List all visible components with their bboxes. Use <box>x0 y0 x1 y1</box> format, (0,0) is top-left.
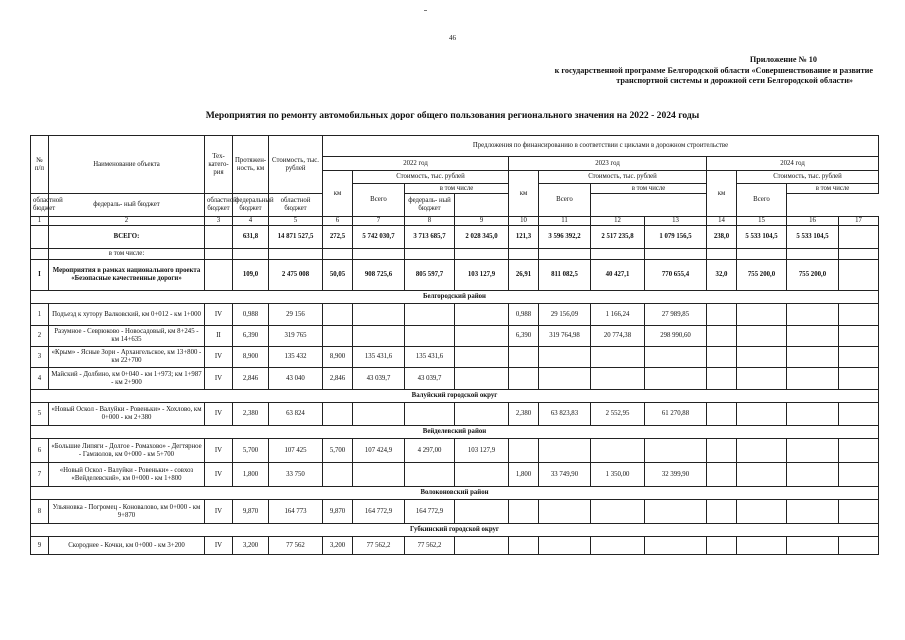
table-cell: 0,988 <box>509 304 539 326</box>
table-cell: 121,3 <box>509 226 539 249</box>
appendix-line-2: к государственной программе Белгородской области «Совершенствование и развитие <box>554 65 873 75</box>
table-cell: 109,0 <box>233 260 269 291</box>
table-cell: 32 399,90 <box>645 463 707 487</box>
table-cell <box>839 304 879 326</box>
table-row <box>31 326 879 347</box>
header-regional-2024: областной бюджет <box>269 194 323 217</box>
table-cell <box>645 537 707 555</box>
table-cell <box>737 326 787 347</box>
section-header-row <box>31 487 879 500</box>
table-cell <box>787 403 839 426</box>
table-cell: 238,0 <box>707 226 737 249</box>
table-cell <box>707 403 737 426</box>
table-cell: 77 562,2 <box>405 537 455 555</box>
table-cell: 5,700 <box>323 439 353 463</box>
header-regional-2022: областной бюджет <box>31 194 49 217</box>
table-cell <box>539 368 591 390</box>
table-cell <box>591 347 645 368</box>
table-cell: 908 725,6 <box>353 260 405 291</box>
object-name: Разумное - Севрюково - Новосадовый, км 8+245 - км 14+635 <box>49 326 205 347</box>
table-cell <box>707 537 737 555</box>
table-cell: 631,8 <box>233 226 269 249</box>
table-cell <box>509 500 539 524</box>
object-name: «Новый Оскол - Валуйки - Ровеньки» - Хохлово, км 0+000 - км 2+380 <box>49 403 205 426</box>
table-cell: 43 040 <box>269 368 323 390</box>
table-cell <box>353 326 405 347</box>
blank-cell <box>787 249 839 260</box>
row-number <box>31 226 49 249</box>
table-cell: 2,846 <box>323 368 353 390</box>
table-cell <box>839 326 879 347</box>
appendix-line-1: Приложение № 10 <box>749 55 817 64</box>
header-cost-2023: Стоимость, тыс. рублей <box>539 171 707 184</box>
table-cell: 3,200 <box>323 537 353 555</box>
table-cell: 103 127,9 <box>455 260 509 291</box>
object-name: «Новый Оскол - Валуйки - Ровеньки» - совхоз «Вейделевский», км 0+000 - км 1+800 <box>49 463 205 487</box>
table-cell <box>645 439 707 463</box>
table-row <box>31 403 879 426</box>
header-federal-2022: федераль- ный бюджет <box>49 194 205 217</box>
blank-cell <box>269 249 323 260</box>
table-cell: 8,900 <box>233 347 269 368</box>
object-name: Подъезд к хутору Валковский, км 0+012 - км 1+000 <box>49 304 205 326</box>
column-number: 11 <box>539 217 591 226</box>
column-number: 4 <box>233 217 269 226</box>
table-cell <box>353 304 405 326</box>
object-name: ВСЕГО: <box>49 226 205 249</box>
table-cell <box>455 304 509 326</box>
section-title: Валуйский городской округ <box>31 390 879 403</box>
table-cell: 63 823,83 <box>539 403 591 426</box>
table-cell <box>707 439 737 463</box>
table-cell <box>839 439 879 463</box>
appendix-line-3: транспортной системы и дорожной сети Белгородской области» <box>616 76 853 85</box>
table-cell <box>737 537 787 555</box>
table-cell <box>707 463 737 487</box>
table-cell: 755 200,0 <box>737 260 787 291</box>
blank-cell <box>205 249 233 260</box>
object-name: Мероприятия в рамках национального проекта «Безопасные качественные дороги» <box>49 260 205 291</box>
table-cell: 27 989,85 <box>645 304 707 326</box>
table-cell: 77 562,2 <box>353 537 405 555</box>
table-cell: 811 082,5 <box>539 260 591 291</box>
table-cell <box>591 537 645 555</box>
table-cell: 9,870 <box>323 500 353 524</box>
header-cost-2022: Стоимость, тыс. рублей <box>353 171 509 184</box>
table-cell <box>455 347 509 368</box>
row-number: 2 <box>31 326 49 347</box>
table-cell: IV <box>205 403 233 426</box>
header-regional-2023: областной бюджет <box>205 194 233 217</box>
blank-cell <box>645 249 707 260</box>
column-number: 15 <box>737 217 787 226</box>
row-number: 1 <box>31 304 49 326</box>
table-cell <box>405 326 455 347</box>
table-row <box>31 439 879 463</box>
table-cell: 5,700 <box>233 439 269 463</box>
table-cell: II <box>205 326 233 347</box>
table-cell: 135 431,6 <box>353 347 405 368</box>
table-cell: 1,800 <box>509 463 539 487</box>
table-cell: 2,380 <box>233 403 269 426</box>
table-cell: 5 742 030,7 <box>353 226 405 249</box>
table-cell <box>455 500 509 524</box>
table-cell <box>737 304 787 326</box>
section-title: Губкинский городской округ <box>31 524 879 537</box>
header-km-2023: км <box>509 171 539 217</box>
table-cell <box>839 403 879 426</box>
blank-cell <box>539 249 591 260</box>
table-cell <box>839 368 879 390</box>
header-incl-2024: в том числе <box>787 184 879 194</box>
table-row <box>31 463 879 487</box>
header-km-2022: км <box>323 171 353 217</box>
header-federal-2023: федеральный бюджет <box>233 194 269 217</box>
table-cell <box>405 463 455 487</box>
table-cell: 2,846 <box>233 368 269 390</box>
table-cell <box>839 347 879 368</box>
table-cell: 1 079 156,5 <box>645 226 707 249</box>
header-incl-2022: в том числе <box>405 184 509 194</box>
blank-cell <box>31 249 49 260</box>
table-cell: 50,05 <box>323 260 353 291</box>
table-cell: IV <box>205 347 233 368</box>
table-cell: IV <box>205 368 233 390</box>
column-number: 1 <box>31 217 49 226</box>
header-incl-2023: в том числе <box>591 184 707 194</box>
table-cell: 805 597,7 <box>405 260 455 291</box>
table-cell <box>509 439 539 463</box>
section-header-row <box>31 426 879 439</box>
blank-cell <box>707 249 737 260</box>
table-cell: IV <box>205 537 233 555</box>
row-number: 6 <box>31 439 49 463</box>
object-name: Скороднее - Кочки, км 0+000 - км 3+200 <box>49 537 205 555</box>
header-year-2023: 2023 год <box>509 157 707 171</box>
table-cell <box>205 226 233 249</box>
table-cell <box>707 368 737 390</box>
table-cell <box>787 326 839 347</box>
table-cell <box>737 439 787 463</box>
table-cell: 272,5 <box>323 226 353 249</box>
table-cell <box>737 368 787 390</box>
row-number: 4 <box>31 368 49 390</box>
table-cell: 33 749,90 <box>539 463 591 487</box>
top-mark <box>424 10 427 11</box>
table-cell: IV <box>205 500 233 524</box>
table-cell <box>455 326 509 347</box>
section-header-row <box>31 291 879 304</box>
table-cell <box>645 368 707 390</box>
blank-cell <box>591 249 645 260</box>
table-cell: 164 772,9 <box>353 500 405 524</box>
table-cell: 6,390 <box>509 326 539 347</box>
table-cell: 1 350,00 <box>591 463 645 487</box>
table-cell <box>787 439 839 463</box>
section-header-row <box>31 524 879 537</box>
column-number: 7 <box>353 217 405 226</box>
header-year-2024: 2024 год <box>707 157 879 171</box>
table-cell: 61 270,88 <box>645 403 707 426</box>
header-financing: Предложения по финансированию в соответствии с циклами в дорожном строительстве <box>323 136 879 157</box>
row-number: 9 <box>31 537 49 555</box>
table-cell: 2 552,95 <box>591 403 645 426</box>
table-cell <box>645 347 707 368</box>
blank-cell <box>509 249 539 260</box>
table-cell <box>787 304 839 326</box>
table-cell <box>539 347 591 368</box>
row-number: 5 <box>31 403 49 426</box>
table-row <box>31 347 879 368</box>
object-name: Ульяновка - Погромец - Коновалово, км 0+000 - км 9+870 <box>49 500 205 524</box>
table-cell <box>323 304 353 326</box>
table-cell: 319 765 <box>269 326 323 347</box>
header-year-2022: 2022 год <box>323 157 509 171</box>
blank-cell <box>839 249 879 260</box>
table-cell <box>737 347 787 368</box>
header-total-2024: Всего <box>737 184 787 217</box>
table-cell <box>839 260 879 291</box>
table-cell <box>205 260 233 291</box>
table-cell <box>839 500 879 524</box>
table-cell: 135 431,6 <box>405 347 455 368</box>
table-cell <box>839 463 879 487</box>
table-cell <box>539 500 591 524</box>
appendix-note <box>453 55 873 87</box>
table-cell: IV <box>205 439 233 463</box>
blank-cell <box>233 249 269 260</box>
table-cell: 43 039,7 <box>353 368 405 390</box>
roads-table <box>30 135 879 555</box>
table-cell: 29 156 <box>269 304 323 326</box>
table-row <box>31 500 879 524</box>
blank-cell <box>405 249 455 260</box>
table-cell <box>787 368 839 390</box>
table-cell <box>323 403 353 426</box>
table-cell <box>455 403 509 426</box>
table-cell <box>591 439 645 463</box>
section-title: Белгородский район <box>31 291 879 304</box>
object-name: Майский - Долбино, км 0+040 - км 1+973; км 1+987 - км 2+900 <box>49 368 205 390</box>
table-cell: 5 533 104,5 <box>787 226 839 249</box>
section-header-row <box>31 390 879 403</box>
project-row <box>31 260 879 291</box>
table-cell <box>737 500 787 524</box>
table-cell <box>353 463 405 487</box>
table-cell: 9,870 <box>233 500 269 524</box>
table-cell: 319 764,98 <box>539 326 591 347</box>
header-total-2023: Всего <box>539 184 591 217</box>
table-cell <box>707 326 737 347</box>
table-cell: 103 127,9 <box>455 439 509 463</box>
table-cell <box>455 463 509 487</box>
total-row <box>31 226 879 249</box>
table-cell: 107 425 <box>269 439 323 463</box>
object-name: «Крым» - Ясные Зори - Архангельское, км 13+800 - км 22+700 <box>49 347 205 368</box>
table-cell <box>509 368 539 390</box>
header-category: Тех- катего- рия <box>205 136 233 194</box>
document-title: Мероприятия по ремонту автомобильных дорог общего пользования регионального значения на 2022 - 2024 годы <box>205 110 700 121</box>
table-cell: 164 772,9 <box>405 500 455 524</box>
table-cell: 164 773 <box>269 500 323 524</box>
header-km-2024: км <box>707 171 737 217</box>
table-cell <box>353 403 405 426</box>
table-row <box>31 368 879 390</box>
header-num: № п/п <box>31 136 49 194</box>
table-cell <box>405 304 455 326</box>
table-cell <box>455 537 509 555</box>
column-number: 13 <box>645 217 707 226</box>
table-cell: 1 166,24 <box>591 304 645 326</box>
table-cell: 2 028 345,0 <box>455 226 509 249</box>
table-cell: 1,800 <box>233 463 269 487</box>
table-cell <box>509 347 539 368</box>
table-cell <box>509 537 539 555</box>
table-cell: 3,200 <box>233 537 269 555</box>
blank-cell <box>737 249 787 260</box>
blank-cell <box>353 249 405 260</box>
table-cell: 6,390 <box>233 326 269 347</box>
table-cell <box>787 347 839 368</box>
section-title: Вейделевский район <box>31 426 879 439</box>
column-number: 5 <box>269 217 323 226</box>
table-cell: 33 750 <box>269 463 323 487</box>
table-cell <box>323 326 353 347</box>
header-federal-2024: федераль- ный бюджет <box>405 194 455 217</box>
page-number: 46 <box>449 34 456 42</box>
header-name: Наименование объекта <box>49 136 205 194</box>
table-cell: 770 655,4 <box>645 260 707 291</box>
table-cell <box>787 500 839 524</box>
table-cell <box>839 226 879 249</box>
header-cost: Стоимость, тыс. рублей <box>269 136 323 194</box>
row-number: I <box>31 260 49 291</box>
table-cell: 107 424,9 <box>353 439 405 463</box>
header-length: Протяжен- ность, км <box>233 136 269 194</box>
table-cell <box>707 500 737 524</box>
row-number: 8 <box>31 500 49 524</box>
blank-cell <box>323 249 353 260</box>
header-total-2022: Всего <box>353 184 405 217</box>
table-cell: 755 200,0 <box>787 260 839 291</box>
table-cell: 3 596 392,2 <box>539 226 591 249</box>
column-number: 2 <box>49 217 205 226</box>
table-cell: 77 562 <box>269 537 323 555</box>
table-cell <box>645 500 707 524</box>
table-cell <box>539 439 591 463</box>
column-number: 16 <box>787 217 839 226</box>
column-number: 8 <box>405 217 455 226</box>
header-cost-2024: Стоимость, тыс. рублей <box>737 171 879 184</box>
column-number: 12 <box>591 217 645 226</box>
table-cell: 8,900 <box>323 347 353 368</box>
table-cell: 40 427,1 <box>591 260 645 291</box>
column-number: 14 <box>707 217 737 226</box>
table-row <box>31 537 879 555</box>
table-cell: 32,0 <box>707 260 737 291</box>
column-number: 9 <box>455 217 509 226</box>
column-number-row <box>31 217 879 226</box>
table-cell <box>455 368 509 390</box>
object-name: «Большие Липяги - Долгое - Ромахово» - Дегтярное - Гамзюлов, км 0+000 - км 5+700 <box>49 439 205 463</box>
table-cell <box>539 537 591 555</box>
table-cell <box>839 537 879 555</box>
table-cell <box>405 403 455 426</box>
table-cell: 20 774,38 <box>591 326 645 347</box>
column-number: 17 <box>839 217 879 226</box>
table-cell <box>707 347 737 368</box>
table-cell: 4 297,00 <box>405 439 455 463</box>
table-cell: 0,988 <box>233 304 269 326</box>
table-cell <box>591 368 645 390</box>
table-cell: 43 039,7 <box>405 368 455 390</box>
table-cell <box>737 403 787 426</box>
table-cell: 29 156,09 <box>539 304 591 326</box>
table-cell: 63 824 <box>269 403 323 426</box>
table-cell <box>737 463 787 487</box>
table-cell: 5 533 104,5 <box>737 226 787 249</box>
incl-label: в том числе: <box>49 249 205 260</box>
row-number: 7 <box>31 463 49 487</box>
table-cell <box>787 537 839 555</box>
column-number: 10 <box>509 217 539 226</box>
table-row <box>31 304 879 326</box>
table-cell <box>707 304 737 326</box>
table-cell: 2,380 <box>509 403 539 426</box>
table-cell: 298 990,60 <box>645 326 707 347</box>
table-cell: 2 475 008 <box>269 260 323 291</box>
incl-row <box>31 249 879 260</box>
table-cell <box>787 463 839 487</box>
table-cell <box>323 463 353 487</box>
column-number: 6 <box>323 217 353 226</box>
table-cell: 26,91 <box>509 260 539 291</box>
table-cell <box>591 500 645 524</box>
blank-cell <box>455 249 509 260</box>
table-cell: 14 871 527,5 <box>269 226 323 249</box>
column-number: 3 <box>205 217 233 226</box>
table-cell: IV <box>205 463 233 487</box>
section-title: Волоконовский район <box>31 487 879 500</box>
table-cell: 135 432 <box>269 347 323 368</box>
table-cell: 2 517 235,8 <box>591 226 645 249</box>
table-cell: IV <box>205 304 233 326</box>
row-number: 3 <box>31 347 49 368</box>
table-cell: 3 713 685,7 <box>405 226 455 249</box>
